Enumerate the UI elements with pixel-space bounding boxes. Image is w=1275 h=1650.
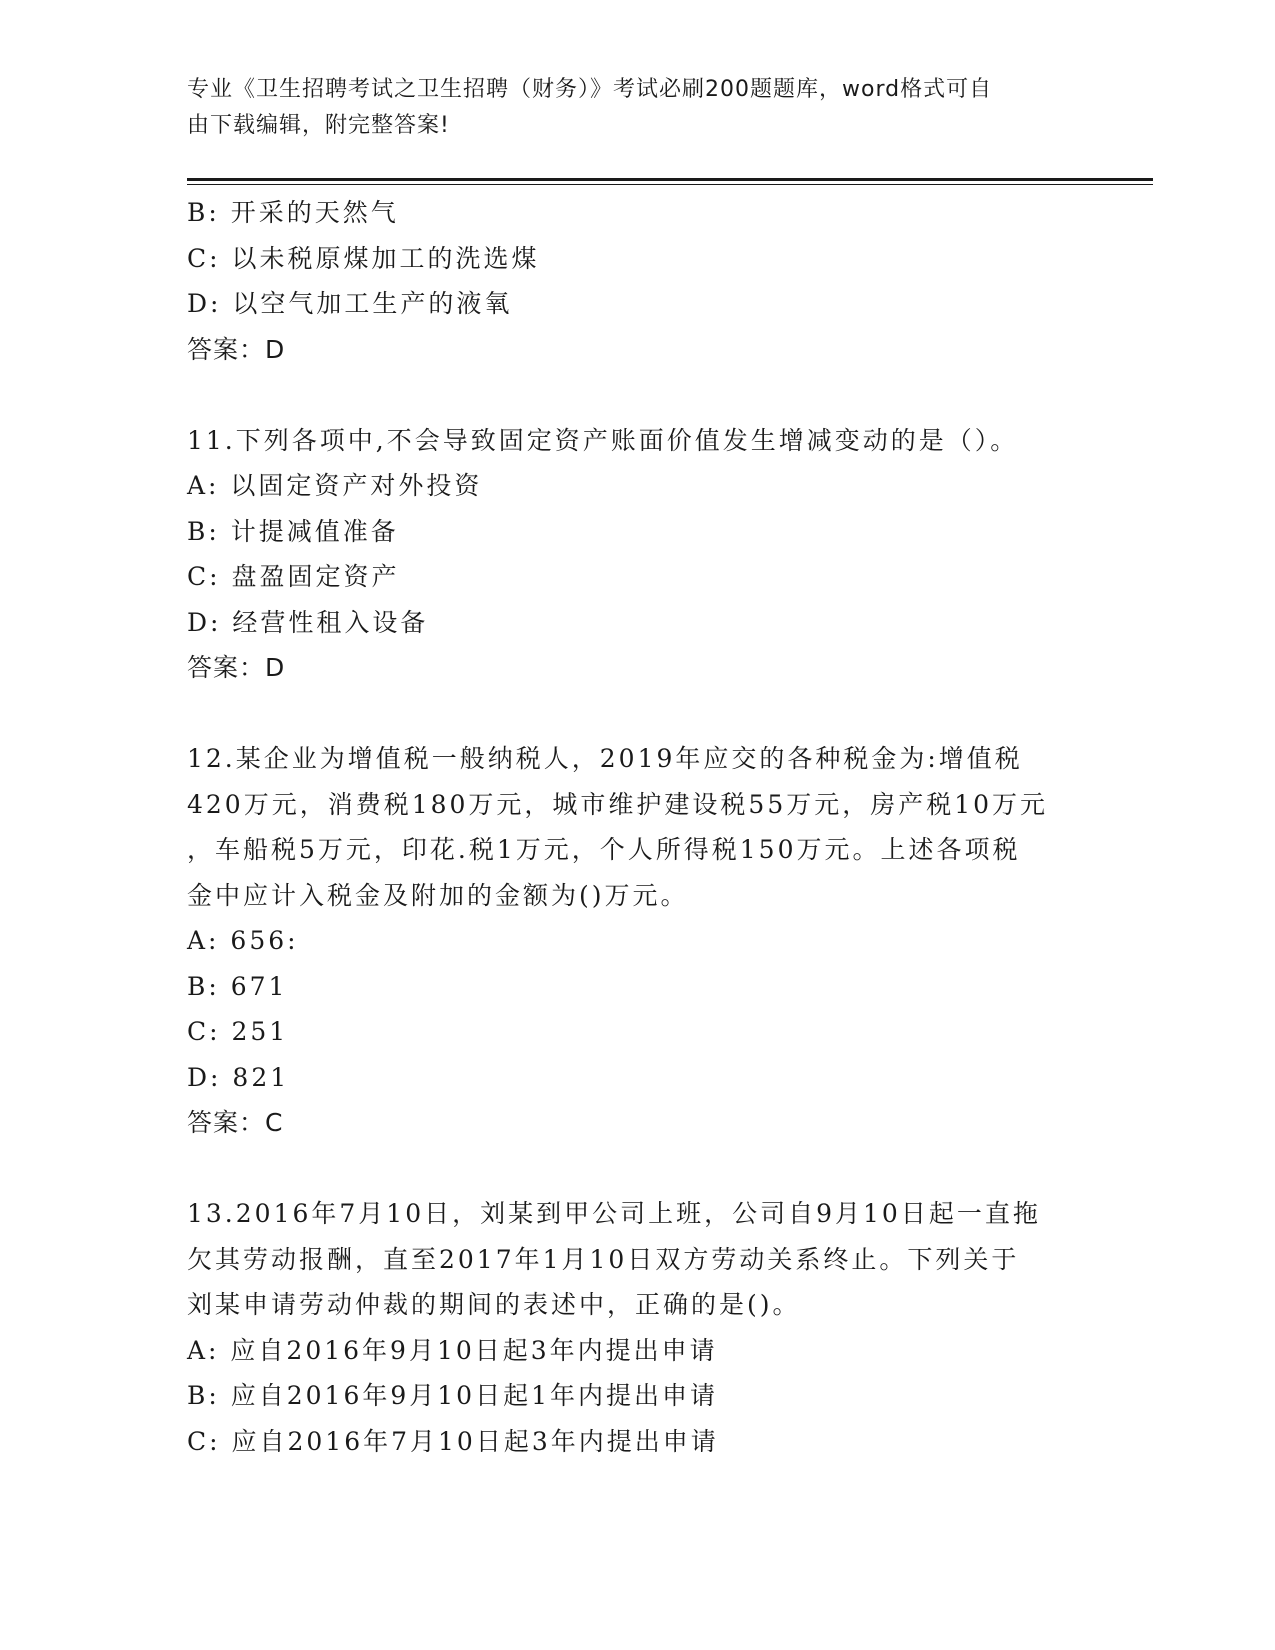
q13-stem-line-1: 13.2016年7月10日，刘某到甲公司上班，公司自9月10日起一直拖	[187, 1199, 1041, 1228]
question-list	[187, 190, 1087, 1464]
document-header	[187, 72, 1067, 144]
q11-option-d: D: 经营性租入设备	[187, 607, 429, 637]
spacer	[187, 372, 1087, 418]
q13-stem-line-3: 刘某申请劳动仲裁的期间的表述中，正确的是()。	[187, 1290, 801, 1319]
q10-option-c: C: 以未税原煤加工的洗选煤	[187, 243, 540, 273]
header-title-line-1: 专业《卫生招聘考试之卫生招聘（财务）》考试必刷200题题库，word格式可自	[187, 77, 993, 102]
q10-option-b: B: 开采的天然气	[187, 198, 399, 227]
q12-option-d: D: 821	[187, 1062, 290, 1092]
q11-option-c: C: 盘盈固定资产	[187, 562, 400, 591]
q12-stem-line-3: ，车船税5万元，印花.税1万元，个人所得税150万元。上述各项税	[187, 835, 1021, 864]
q12-stem-line-4: 金中应计入税金及附加的金额为()万元。	[187, 880, 689, 910]
q13-option-c: C: 应自2016年7月10日起3年内提出申请	[187, 1426, 719, 1456]
q11-option-b: B: 计提减值准备	[187, 516, 399, 546]
header-divider-thin	[187, 184, 1153, 185]
q12-stem-line-2: 420万元，消费税180万元，城市维护建设税55万元，房产税10万元	[187, 789, 1049, 819]
q12-option-c: C: 251	[187, 1017, 289, 1046]
q12-answer: 答案：C	[187, 1108, 284, 1137]
q11-option-a: A: 以固定资产对外投资	[187, 471, 483, 500]
q13-option-b: B: 应自2016年9月10日起1年内提出申请	[187, 1381, 718, 1410]
q13-option-a: A: 应自2016年9月10日起3年内提出申请	[187, 1335, 718, 1365]
header-title-line-2: 由下载编辑，附完整答案!	[187, 113, 450, 138]
spacer	[187, 691, 1087, 737]
q10-answer: 答案：D	[187, 334, 286, 364]
q13-stem-line-2: 欠其劳动报酬，直至2017年1月10日双方劳动关系终止。下列关于	[187, 1244, 1020, 1274]
spacer	[187, 1146, 1087, 1192]
q10-option-d: D: 以空气加工生产的液氧	[187, 289, 513, 318]
q12-option-a: A: 656:	[187, 926, 299, 955]
header-divider-thick	[187, 178, 1153, 181]
q12-stem-line-1: 12.某企业为增值税一般纳税人，2019年应交的各种税金为:增值税	[187, 744, 1023, 773]
q12-option-b: B: 671	[187, 971, 288, 1001]
q11-stem: 11.下列各项中,不会导致固定资产账面价值发生增减变动的是（）。	[187, 425, 1019, 455]
q11-answer: 答案：D	[187, 653, 286, 682]
